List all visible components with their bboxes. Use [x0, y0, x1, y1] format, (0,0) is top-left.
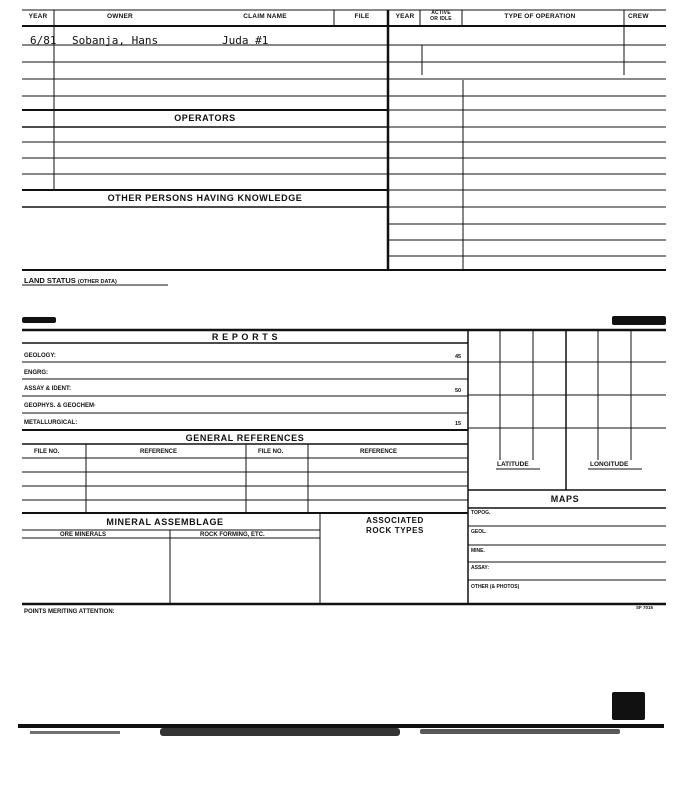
maps-assay: ASSAY:: [471, 565, 490, 571]
form-code: SF 7015: [636, 605, 654, 610]
operators-title: OPERATORS: [174, 113, 236, 123]
col-file: FILE: [354, 13, 370, 20]
report-geology: GEOLOGY:: [24, 353, 56, 359]
report-metallurgical: METALLURGICAL:: [24, 420, 78, 426]
rock-forming-label: ROCK FORMING, ETC.: [200, 532, 265, 538]
col-year-right: YEAR: [395, 13, 415, 20]
ref-file-no-2: FILE NO.: [258, 449, 284, 455]
maps-title: MAPS: [550, 494, 580, 504]
land-status-title: [24, 277, 117, 286]
associated-rock-types-line1: ASSOCIATED: [366, 516, 424, 525]
col-year: YEAR: [28, 13, 48, 20]
maps-mine: MINE.: [471, 548, 485, 554]
latitude-label: LATITUDE: [497, 461, 529, 468]
entry-year: 6/81: [30, 34, 57, 47]
land-status-sub: (OTHER DATA): [77, 279, 117, 285]
longitude-label: LONGITUDE: [590, 461, 629, 468]
general-references-title: GENERAL REFERENCES: [185, 433, 305, 443]
col-owner: OWNER: [107, 13, 133, 20]
entry-owner: Sobanja, Hans: [72, 34, 159, 47]
ref-reference-1: REFERENCE: [140, 449, 178, 455]
report-geophys: GEOPHYS. & GEOCHEM·: [24, 403, 97, 409]
ref-file-no-1: FILE NO.: [34, 449, 60, 455]
entry-claim-name: Juda #1: [222, 34, 269, 47]
report-number-45: 45: [455, 354, 462, 360]
col-active-line1: ACTIVE: [431, 10, 451, 16]
report-number-15: 15: [455, 421, 462, 427]
col-active-line2: OR IDLE: [430, 16, 452, 22]
associated-rock-types-line2: ROCK TYPES: [365, 526, 424, 535]
maps-other: OTHER (& PHOTOS): [471, 584, 520, 590]
col-claim-name: CLAIM NAME: [243, 13, 287, 20]
report-engrg: ENGRG:: [24, 370, 48, 376]
col-crew: CREW: [628, 13, 649, 20]
ore-minerals-label: ORE MINERALS: [60, 532, 107, 538]
other-persons-title: OTHER PERSONS HAVING KNOWLEDGE: [107, 193, 303, 203]
land-status-label: LAND STATUS: [24, 276, 76, 285]
ref-reference-2: REFERENCE: [360, 449, 398, 455]
mineral-assemblage-title: MINERAL ASSEMBLAGE: [106, 517, 224, 527]
maps-topog: TOPOG.: [471, 510, 491, 516]
report-number-50: 50: [455, 388, 462, 394]
points-meriting-attention: POINTS MERITING ATTENTION:: [24, 609, 115, 615]
report-assay: ASSAY & IDENT:: [24, 386, 72, 392]
maps-geol: GEOL.: [471, 529, 487, 535]
col-type-of-operation: TYPE OF OPERATION: [504, 13, 576, 20]
reports-title: R E P O R T S: [211, 332, 279, 342]
